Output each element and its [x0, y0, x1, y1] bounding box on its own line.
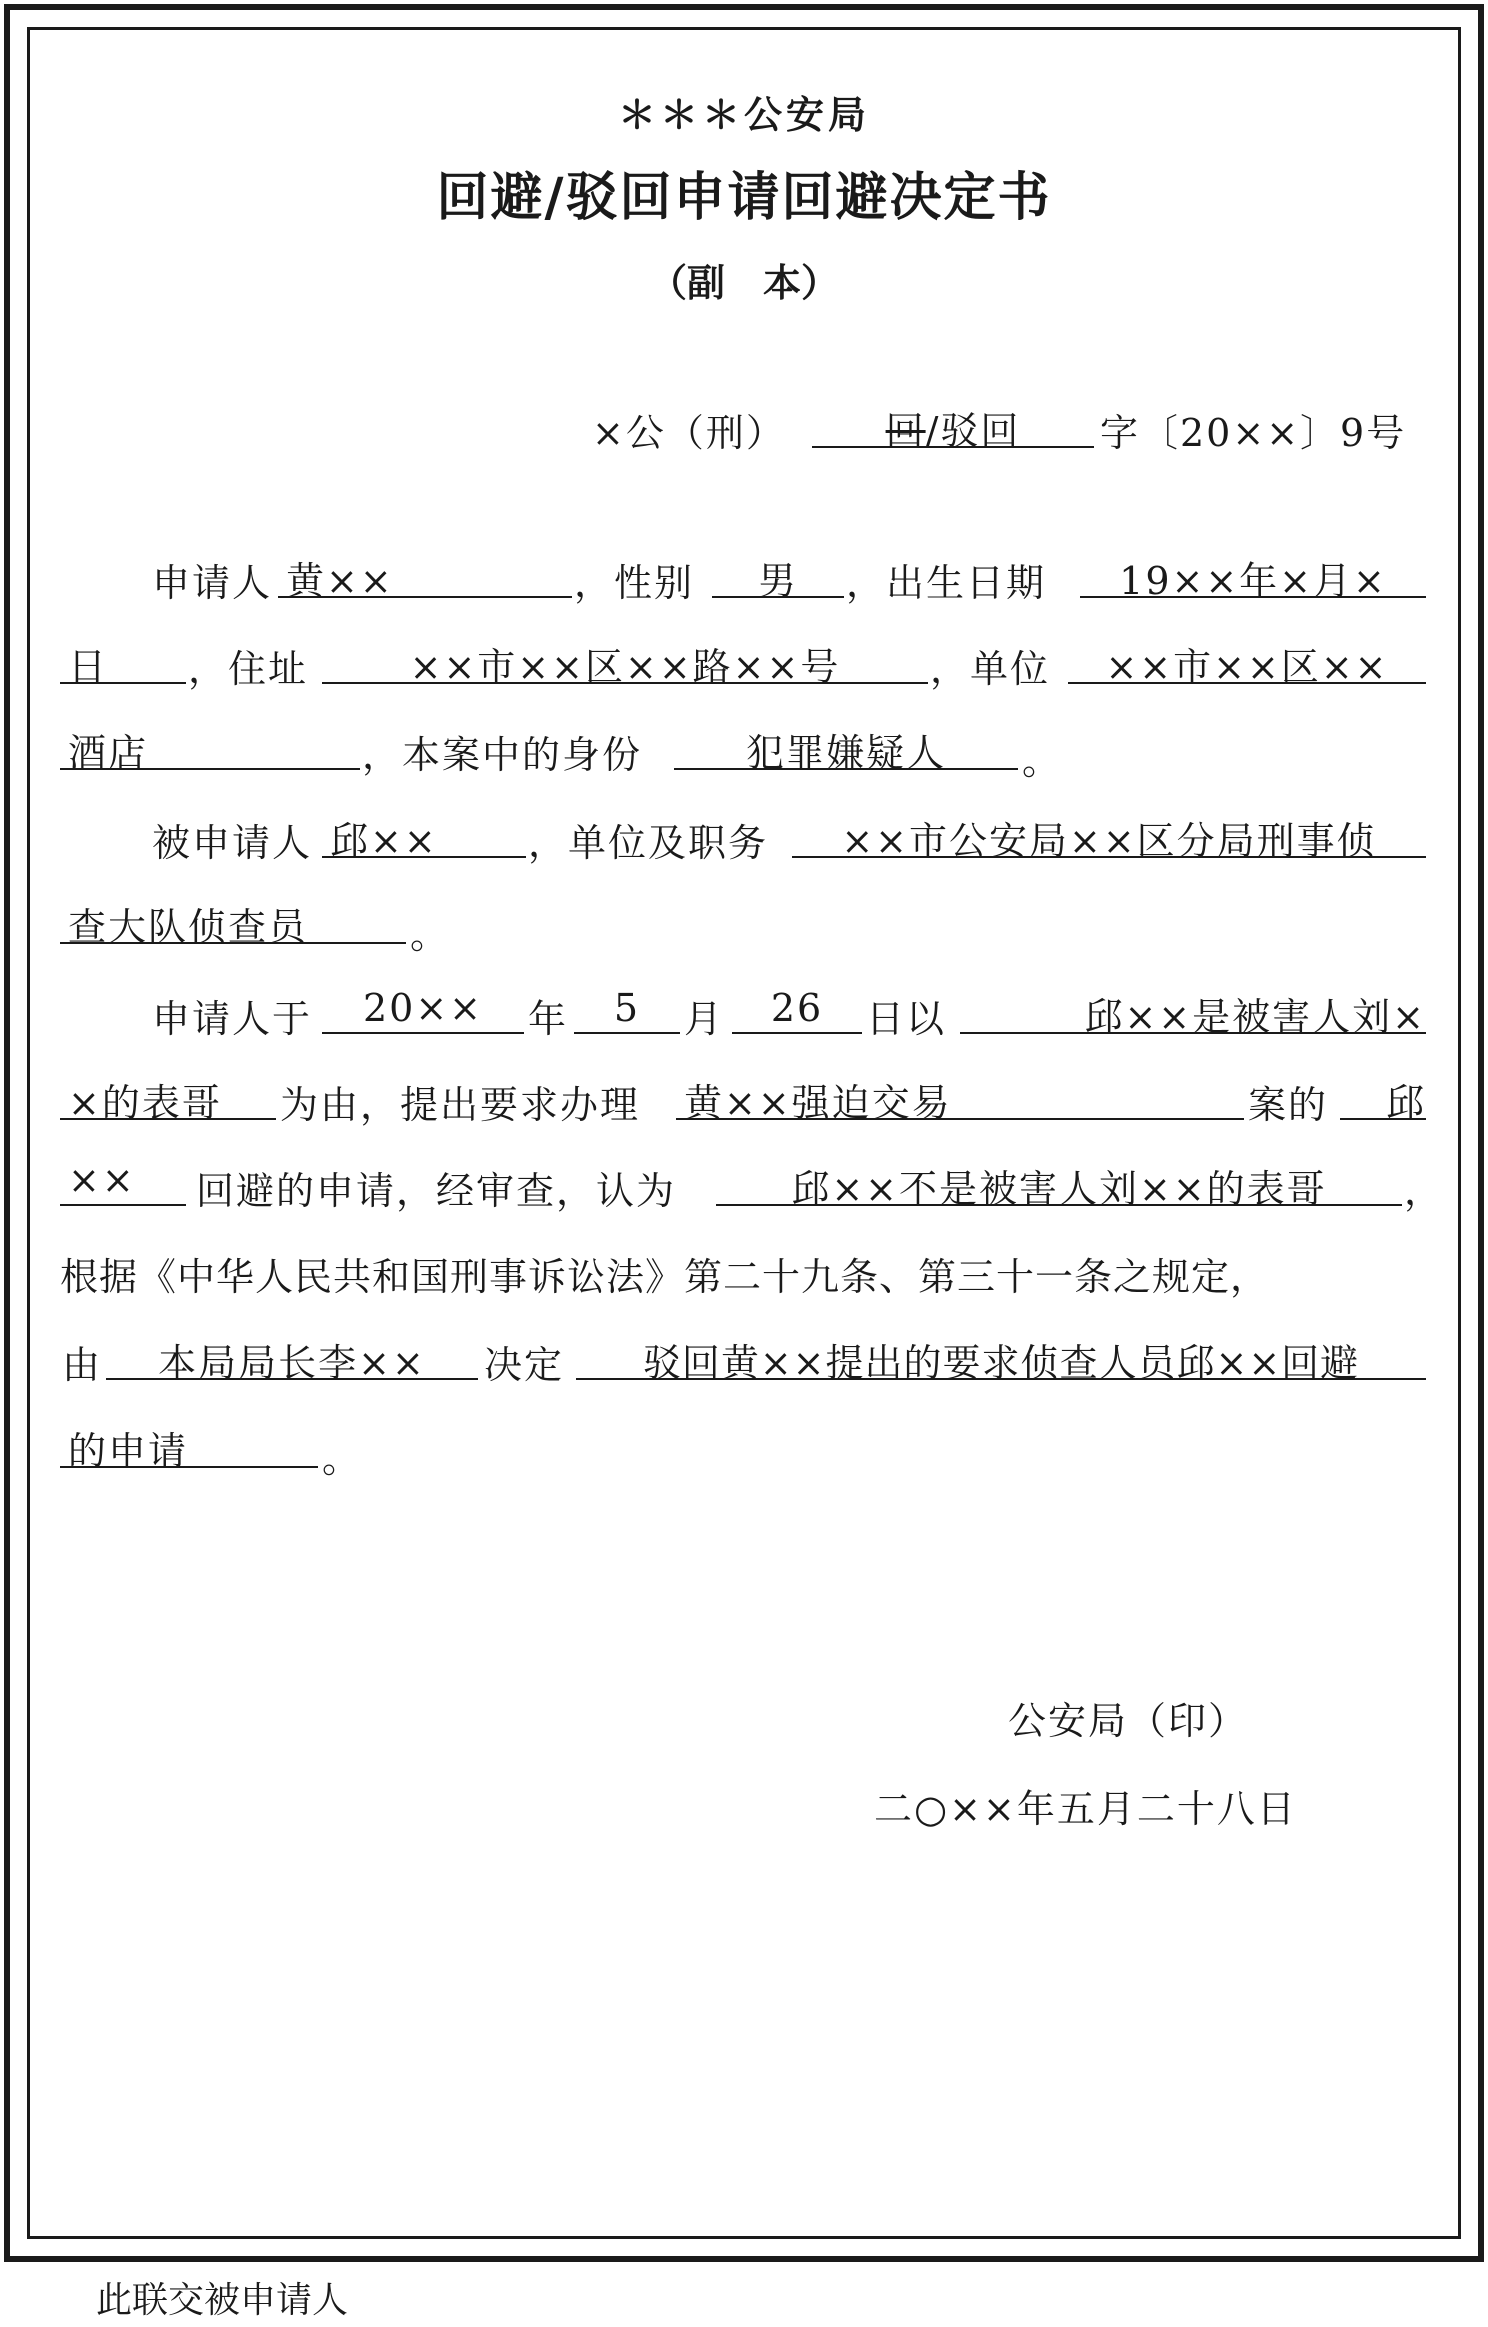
role-label: ，本案中的身份: [362, 733, 643, 777]
issue-date: 二○××年五月二十八日: [874, 1787, 1297, 1831]
decision-finding: 邱××不是被害人刘××的表哥: [716, 1158, 1402, 1206]
finding-end: ，: [1404, 1169, 1445, 1213]
decision-day: 26: [732, 986, 862, 1034]
decision-year: 20××: [322, 986, 524, 1034]
month-label: 月: [684, 997, 725, 1041]
copy-label: （副 本）: [648, 260, 839, 305]
respondent-end: 。: [410, 913, 451, 957]
day-label: 日以: [866, 997, 947, 1041]
year-label: 年: [528, 997, 569, 1041]
respondent-name: 邱××: [322, 810, 526, 858]
decision-month: 5: [574, 986, 680, 1034]
applicant-end: 。: [1022, 739, 1063, 783]
decision-result-2: 的申请: [60, 1420, 318, 1468]
applicant-birth-1: 19××年×月×: [1080, 550, 1426, 598]
duty-label: ，单位及职务: [528, 821, 769, 865]
birth-label: ，出生日期: [846, 561, 1047, 605]
respondent-duty-2: 查大队侦查员: [60, 896, 406, 944]
decision-reason-1: 邱××是被害人刘×: [960, 986, 1426, 1034]
address-label: ，住址: [188, 647, 309, 691]
decision-end: 。: [322, 1437, 363, 1481]
unit-label: ，单位: [930, 647, 1051, 691]
by-label: 由: [62, 1343, 103, 1387]
seal-line: 公安局（印）: [1008, 1699, 1249, 1743]
respondent-label: 被申请人: [152, 821, 313, 865]
applicant-gender: 男: [712, 550, 844, 598]
document-title: 回避/驳回申请回避决定书: [436, 167, 1052, 228]
applicant-role: 犯罪嫌疑人: [674, 722, 1018, 770]
applicant-unit-1: ××市××区××: [1068, 636, 1426, 684]
footer-note: 此联交被申请人: [96, 2280, 349, 2321]
gender-label: ，性别: [574, 561, 695, 605]
applicant-label: 申请人: [152, 561, 273, 605]
doc-no-struck: 回: [885, 409, 926, 453]
legal-basis: 根据《中华人民共和国刑事诉讼法》第二十九条、第三十一条之规定，: [60, 1255, 1270, 1299]
agency-name: ＊＊＊公安局: [617, 92, 870, 137]
applicant-name: 黄××: [278, 550, 572, 598]
decision-person-1: 邱: [1340, 1072, 1426, 1120]
doc-no-prefix: ×公（刑）: [592, 411, 786, 455]
decision-case: 黄××强迫交易: [676, 1072, 1244, 1120]
doc-no-kind: /驳回: [925, 409, 1021, 453]
decision-decider: 本局局长李××: [106, 1332, 478, 1380]
case-label: 案的: [1248, 1083, 1329, 1127]
decision-person-2: ××: [60, 1158, 186, 1206]
inner-border: [27, 27, 1461, 2239]
decision-reason-2: ×的表哥: [60, 1072, 276, 1120]
doc-no-suffix: 字〔20××〕9号: [1100, 411, 1407, 455]
reason-label: 为由，提出要求办理: [280, 1083, 641, 1127]
after-person: 回避的申请，经审查，认为: [196, 1169, 677, 1213]
respondent-duty-1: ××市公安局××区分局刑事侦: [792, 810, 1426, 858]
applicant-unit-2: 酒店: [60, 722, 360, 770]
doc-no-kind-field: [812, 400, 1094, 453]
applicant-birth-2: 日: [60, 636, 186, 684]
decide-label: 决定: [484, 1343, 565, 1387]
decision-lead: 申请人于: [152, 997, 313, 1041]
decision-result-1: 驳回黄××提出的要求侦查人员邱××回避: [576, 1332, 1426, 1380]
applicant-address: ××市××区××路××号: [322, 636, 928, 684]
